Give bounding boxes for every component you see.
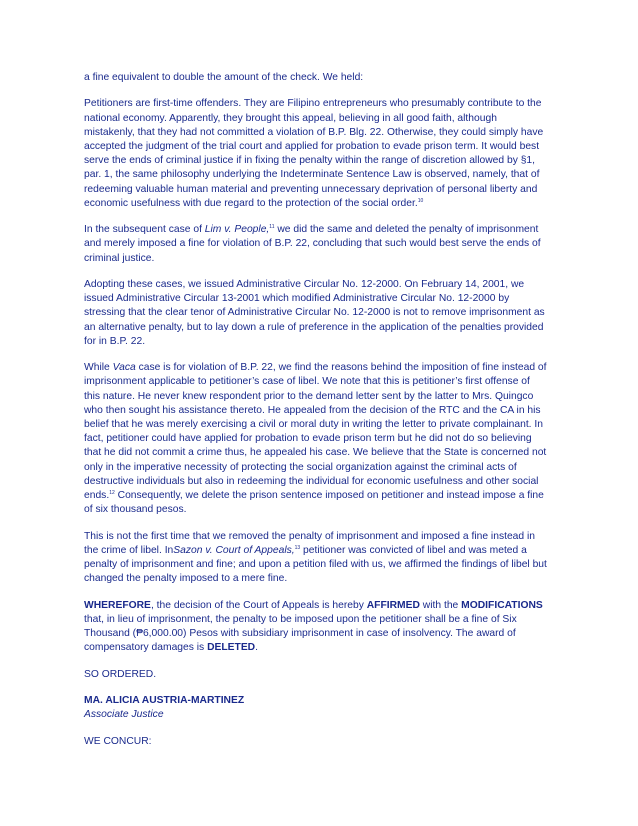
paragraph-quoted-holding: Petitioners are first-time offenders. They are Filipino entrepreneurs who presumably contribute to the national economy. Apparently, they brought this appeal, believing in all good faith, although mistakenly, that they had not committed a violation of B.P. Blg. 22. Otherwise, they could simply have accepted the judgment of the trial court and applied for probation to evade prison term. It would best serve the ends of criminal justice if in fixing the penalty within the range of discretion allowed by §1, par. 1, the same philosophy underlying the Indeterminate Sentence Law is observed, namely, that of redeeming valuable human material and preventing unnecessary deprivation of personal liberty and economic usefulness with due regard to the protection of the social order.$^{10}$ bbox=[84, 98, 544, 209]
signer-title: Associate Justice bbox=[84, 709, 164, 721]
so-ordered: SO ORDERED. bbox=[84, 668, 157, 680]
paragraph-administrative-circular: Adopting these cases, we issued Administrative Circular No. 12-2000. On February 14, 2001, we issued Administrative Circular 13-2001 which modified Administrative Circular No. 12-2000 by stressing that the clear tenor of Administrative Circular No. 12-2000 is not to remove imprisonment as an alternative penalty, but to lay down a rule of preference in the application of the penalties provided for in B.P. 22. bbox=[84, 279, 545, 347]
affirmed-keyword: AFFIRMED bbox=[366, 599, 420, 611]
footnote-ref-13[interactable]: 13 bbox=[294, 544, 301, 551]
footnote-ref-11[interactable]: 11 bbox=[269, 224, 275, 231]
signer-name: MA. ALICIA AUSTRIA-MARTINEZ bbox=[84, 695, 245, 707]
wherefore-keyword: WHEREFORE bbox=[84, 599, 151, 611]
footnote-ref-10[interactable]: 10 bbox=[417, 197, 424, 204]
paragraph-dispositive: WHEREFORE, the decision of the Court of Appeals is hereby AFFIRMED with the MODIFICATIONS that, in lieu of imprisonment, the penalty to be imposed upon the petitioner shall be a fine of Six Thousand (₱6,000.00) Pesos with subsidiary imprisonment in case of insolvency. The award of compensatory damages is DELETED. bbox=[84, 599, 543, 654]
footnote-ref-12[interactable]: 12 bbox=[109, 490, 115, 497]
paragraph-sazon-case: This is not the first time that we removed the penalty of imprisonment and imposed a fine instead in the crime of libel. InSazon v. Court of Appeals,$^{13}$ petitioner was convicted of libel and was meted a penalty of imprisonment and fine; and upon a petition filed with us, we affirmed the findings of libel but changed the penalty imposed to a mere fine. bbox=[84, 530, 547, 585]
case-name-vaca: Vaca bbox=[112, 362, 136, 374]
paragraph-lim-v-people: In the subsequent case of Lim v. People,$^{11}$ we did the same and deleted the penalty of imprisonment and merely imposed a fine for violation of B.P. 22, concluding that such would best serve the ends of criminal justice. bbox=[84, 224, 541, 264]
deleted-keyword: DELETED bbox=[207, 642, 256, 654]
modifications-keyword: MODIFICATIONS bbox=[461, 599, 543, 611]
case-name-lim-v-people: Lim v. People, bbox=[204, 224, 270, 236]
we-concur: WE CONCUR: bbox=[84, 735, 152, 747]
paragraph-intro: a fine equivalent to double the amount of the check. We held: bbox=[84, 72, 364, 83]
case-name-sazon: Sazon v. Court of Appeals, bbox=[173, 544, 295, 556]
paragraph-vaca-case: While Vaca case is for violation of B.P. 22, we find the reasons behind the imposition of fine instead of imprisonment applicable to petitioner’s case of libel. We note that this is petitioner’s first offense of this nature. He never knew respondent prior to the demand letter sent by the latter to Mrs. Quingco who then sought his assistance thereto. He appealed from the decision of the RTC and the CA in his belief that he was merely exercising a civil or moral duty in writing the letter to private complainant. In fact, petitioner could have applied for probation to evade prison term but he did not do so believing that he did not commit a crime thus, he appealed his case. We believe that the State is concerned not only in the imperative necessity of protecting the social organization against the criminal acts of destructive individuals but also in redeeming the individual for economic usefulness and other social ends.$^{12}$ Consequently, we delete the prison sentence imposed on petitioner and instead impose a fine of six thousand pesos. bbox=[84, 362, 547, 516]
signature-block bbox=[84, 694, 548, 722]
